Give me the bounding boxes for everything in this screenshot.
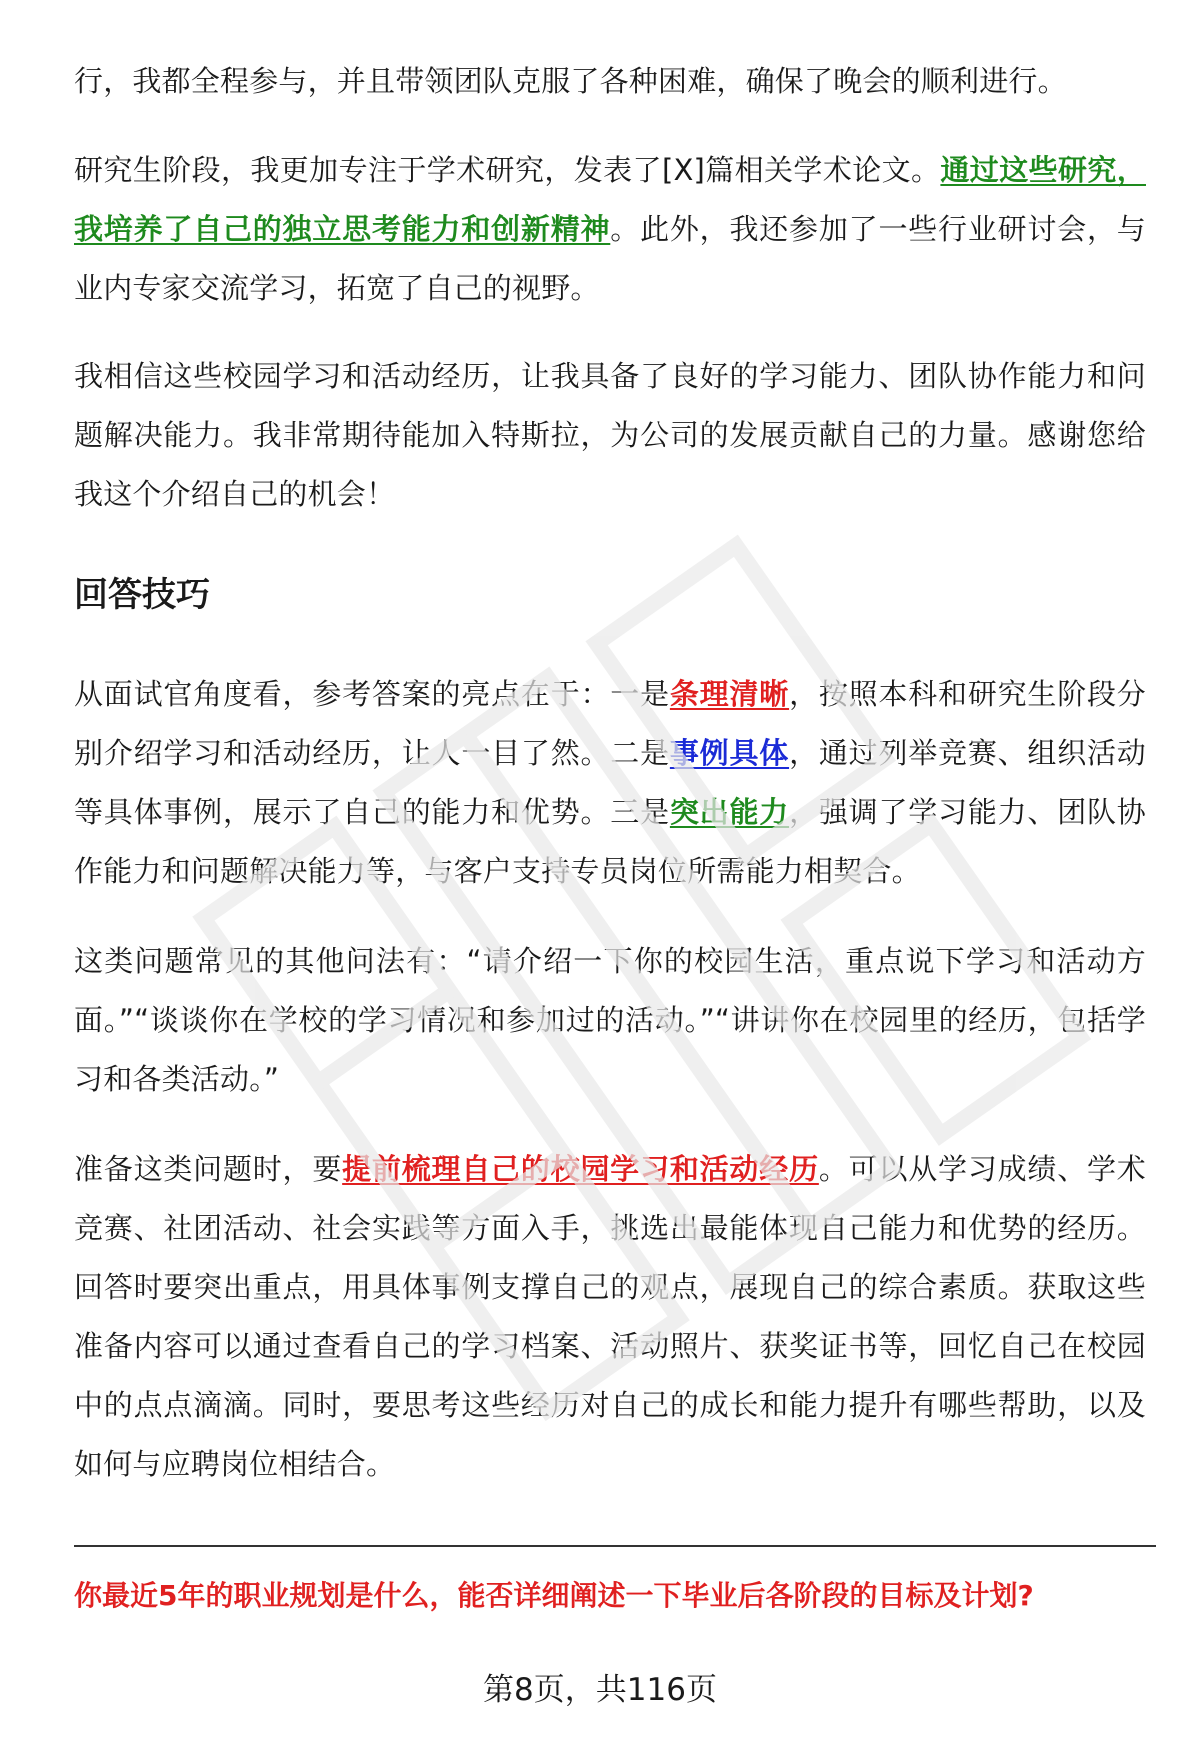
paragraph-5: 这类问题常见的其他问法有：“请介绍一下你的校园生活，重点说下学习和活动方面。”“谈谈你在学校的学习情况和参加过的活动。”“讲讲你在校园里的经历，包括学习和各类活动。” xyxy=(74,944,1146,1096)
highlight-specific-examples: 事例具体 xyxy=(669,736,790,770)
paragraph-1: 行，我都全程参与，并且带领团队克服了各种困难，确保了晚会的顺利进行。 xyxy=(74,64,1067,98)
highlight-clear-structure: 条理清晰 xyxy=(669,677,790,711)
paragraph-4-text-d: ，强调了学习能力、团队协作能力和问题解决能力等，与客户支持专员岗位所需能力相契合。 xyxy=(74,795,1146,888)
paragraph-6 xyxy=(74,1140,1146,1494)
highlight-prominent-abilities: 突出能力 xyxy=(669,795,790,829)
highlight-prepare-experience: 提前梳理自己的校园学习和活动经历 xyxy=(342,1152,819,1186)
paragraph-2-text-a: 研究生阶段，我更加专注于学术研究，发表了[X]篇相关学术论文。 xyxy=(74,153,941,187)
paragraph-4-text-c: ，通过列举竞赛、组织活动等具体事例，展示了自己的能力和优势。三是 xyxy=(74,736,1146,829)
paragraph-2 xyxy=(74,141,1146,318)
paragraph-4 xyxy=(74,665,1146,901)
next-question-title: 你最近5年的职业规划是什么，能否详细阐述一下毕业后各阶段的目标及计划? xyxy=(74,1579,1034,1612)
divider-line xyxy=(74,1545,1156,1547)
paragraph-4-text-a: 从面试官角度看，参考答案的亮点在于：一是 xyxy=(74,677,670,711)
paragraph-2-text-b: 。此外，我还参加了一些行业研讨会，与业内专家交流学习，拓宽了自己的视野。 xyxy=(74,212,1146,305)
paragraph-4-text-b: ，按照本科和研究生阶段分别介绍学习和活动经历，让人一目了然。二是 xyxy=(74,677,1146,770)
paragraph-6-text-a: 准备这类问题时，要 xyxy=(74,1152,343,1186)
section-heading: 回答技巧 xyxy=(74,575,210,615)
paragraph-6-text-b: 。可以从学习成绩、学术竞赛、社团活动、社会实践等方面入手，挑选出最能体现自己能力和优势的经历。回答时要突出重点，用具体事例支撑自己的观点，展现自己的综合素质。获取这些准备内容可以通过查看自己的学习档案、活动照片、获奖证书等，回忆自己在校园中的点点滴滴。同时，要思考这些经历对自己的成长和能力提升有哪些帮助，以及如何与应聘岗位相结合。 xyxy=(74,1152,1146,1481)
highlight-independent-thinking: 通过这些研究，我培养了自己的独立思考能力和创新精神 xyxy=(74,153,1146,246)
paragraph-3: 我相信这些校园学习和活动经历，让我具备了良好的学习能力、团队协作能力和问题解决能力。我非常期待能加入特斯拉，为公司的发展贡献自己的力量。感谢您给我这个介绍自己的机会！ xyxy=(74,359,1146,511)
page-number-footer: 第8页，共116页 xyxy=(483,1672,717,1708)
